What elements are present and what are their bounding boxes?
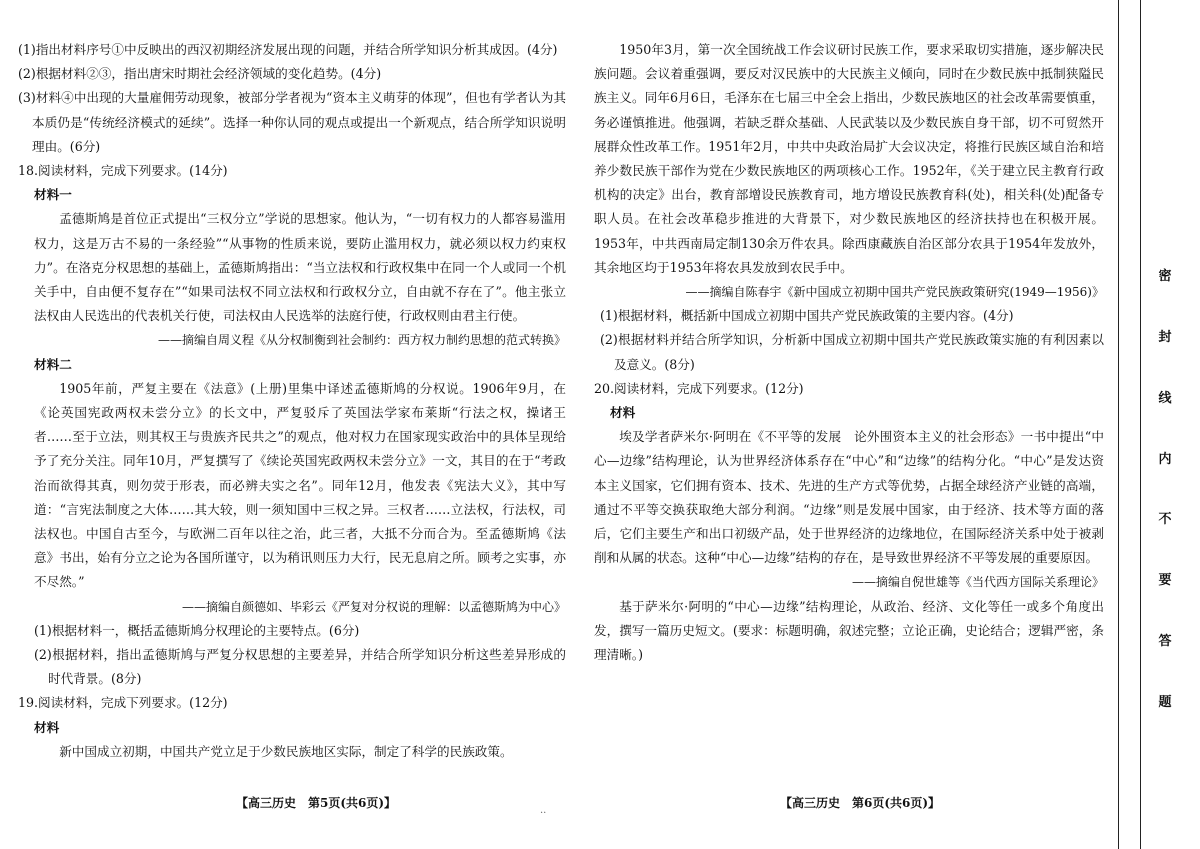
- footer-page-6: 【高三历史 第6页(共6页)】: [780, 796, 941, 810]
- scan-mark: ..: [540, 805, 547, 816]
- q19-material-text-continued: 1950年3月，第一次全国统战工作会议研讨民族工作，要求采取切实措施，逐步解决民族问题。会议着重强调，要反对汉民族中的大民族主义倾向，同时在少数民族中抵制狭隘民族主义。同年6月6日，毛泽东在七届三中全会上指出，少数民族地区的社会改革需要慎重，务必谨慎推进。他强调，若缺乏群众基础、人民武装以及少数民族自身干部，切不可贸然开展群众性改革工作。1951年2月，中共中央政治局扩大会议决定，将推行民族区域自治和培养少数民族干部作为党在少数民族地区的两项核心工作。1952年，《关于建立民主教育行政机构的决定》出台，教育部增设民族教育司，地方增设民族教育科(处)，相关科(处)配备专职人员。在社会改革稳步推进的大背景下，对少数民族地区的经济扶持也在积极开展。1953年，中共西南局定制130余万件农具。除西康藏族自治区部分农具于1954年发放外，其余地区均于1953年将农具发放到农民手中。: [594, 42, 1104, 275]
- q18-material1-text: 孟德斯鸠是首位正式提出“三权分立”学说的思想家。他认为，“一切有权力的人都容易滥用权力，这是万古不易的一条经验”“从事物的性质来说，要防止滥用权力，就必须以权力约束权力”。在洛克分权思想的基础上，孟德斯鸠指出：“当立法权和行政权集中在同一个人或同一个机关手中，自由便不复存在”“如果司法权不同立法权和行政权分立，自由就不存在了”。他主张立法权由人民选出的代表机关行使，司法权由人民选举的法庭行使，行政权则由君主行使。: [34, 211, 566, 324]
- q19-material-label: 材料: [34, 719, 60, 735]
- q18-material1-citation: ——摘编自周义程《从分权制衡到社会制约：西方权力制约思想的范式转换》: [157, 333, 566, 348]
- q19-citation: ——摘编自陈春宇《新中国成立初期中国共产党民族政策研究(1949—1956)》: [685, 285, 1104, 300]
- seal-char: 要: [1158, 573, 1172, 589]
- seal-char: 线: [1158, 390, 1172, 406]
- q19-item-2: (2)根据材料并结合所学知识，分析新中国成立初期中国共产党民族政策实施的有利因素以及意义。(8分): [600, 332, 1104, 372]
- q20-citation: ——摘编自倪世雄等《当代西方国际关系理论》: [851, 575, 1104, 590]
- seal-char: 封: [1158, 329, 1172, 345]
- seal-char: 内: [1158, 451, 1172, 467]
- seal-line-notice: [1150, 270, 1180, 710]
- q18-material2-citation: ——摘编自颜德如、毕彩云《严复对分权说的理解：以孟德斯鸠为中心》: [181, 599, 566, 614]
- q18-item-1: (1)根据材料一，概括孟德斯鸠分权理论的主要特点。(6分): [34, 622, 360, 638]
- q17-item-2: (2)根据材料②③，指出唐宋时期社会经济领域的变化趋势。(4分): [18, 66, 382, 82]
- q17-item-1: (1)指出材料序号①中反映出的西汉初期经济发展出现的问题，并结合所学知识分析其成因。(4分): [18, 42, 558, 57]
- right-page-column: [594, 38, 1104, 667]
- seal-char: 题: [1158, 694, 1172, 710]
- seal-char: 密: [1158, 269, 1172, 284]
- seal-char: 答: [1158, 634, 1172, 650]
- q20-material-text: 埃及学者萨米尔·阿明在《不平等的发展 论外围资本主义的社会形态》一书中提出“中心—边缘”结构理论，认为世界经济体系存在“中心”和“边缘”的结构分化。“中心”是发达资本主义国家，它们拥有资本、技术、先进的生产方式等优势，占据全球经济产业链的高端，通过不平等交换获取绝大部分利润。“边缘”则是发展中国家，由于经济、技术等方面的落后，它们主要生产和出口初级产品，处于世界经济的边缘地位，在国际经济关系中处于被剥削和从属的状态。这种“中心—边缘”结构的存在，是导致世界经济不平等发展的重要原因。: [594, 429, 1104, 566]
- binding-line-outer: [1140, 0, 1141, 849]
- q20-task: 基于萨米尔·阿明的“中心—边缘”结构理论，从政治、经济、文化等任一或多个角度出发，撰写一篇历史短文。(要求：标题明确，叙述完整；立论正确，史论结合；逻辑严密，条理清晰。): [594, 598, 1104, 663]
- q18-material2-text: 1905年前，严复主要在《法意》(上册)里集中译述孟德斯鸠的分权说。1906年9月，在《论英国宪政两权未尝分立》的长文中，严复驳斥了英国法学家布莱斯“行法之权，操诸王者……至于立法，则其权王与贵族齐民共之”的观点，他对权力在国家现实政治中的具体呈现给予了充分关注。同年10月，严复撰写了《续论英国宪政两权未尝分立》一文，其目的在于“考政治而欲得其真，则勿荧于形表，而必辨夫实之名”。同年12月，他发表《宪法大义》，其中写道：“言宪法制度之大体……其大较，则一须知国中三权之异。三权者……立法权，行法权，司法权也。中国自古至今，与欧洲二百年以往之治，此三者，大抵不分而合为。至孟德斯鸠《法意》书出，始有分立之论为各国所谨守，以为稍讯则压力大行，民无息肩之所。顾考之实事，亦不尽然。”: [34, 380, 566, 590]
- q19-title: 19.阅读材料，完成下列要求。(12分): [18, 695, 228, 711]
- q17-item-3: (3)材料④中出现的大量雇佣劳动现象，被部分学者视为“资本主义萌芽的体现”，但也有学者认为其本质仍是“传统经济模式的延续”。选择一种你认同的观点或提出一个新观点，结合所学知识说明理由。(6分): [18, 90, 566, 154]
- q20-material-label: 材料: [610, 405, 636, 421]
- footer-page-5: 【高三历史 第5页(共6页)】: [236, 796, 397, 810]
- left-page-column: [18, 38, 566, 764]
- q19-item-1: (1)根据材料，概括新中国成立初期中国共产党民族政策的主要内容。(4分): [600, 308, 1014, 324]
- q18-item-2: (2)根据材料，指出孟德斯鸠与严复分权思想的主要差异，并结合所学知识分析这些差异形成的时代背景。(8分): [34, 647, 566, 687]
- q19-material-text-start: 新中国成立初期，中国共产党立足于少数民族地区实际，制定了科学的民族政策。: [59, 743, 513, 759]
- q18-material1-label: 材料一: [34, 187, 72, 203]
- q18-material2-label: 材料二: [34, 356, 72, 372]
- seal-char: 不: [1158, 512, 1172, 528]
- binding-line-inner: [1118, 0, 1119, 849]
- q20-title: 20.阅读材料，完成下列要求。(12分): [594, 380, 804, 396]
- q18-title: 18.阅读材料，完成下列要求。(14分): [18, 163, 228, 179]
